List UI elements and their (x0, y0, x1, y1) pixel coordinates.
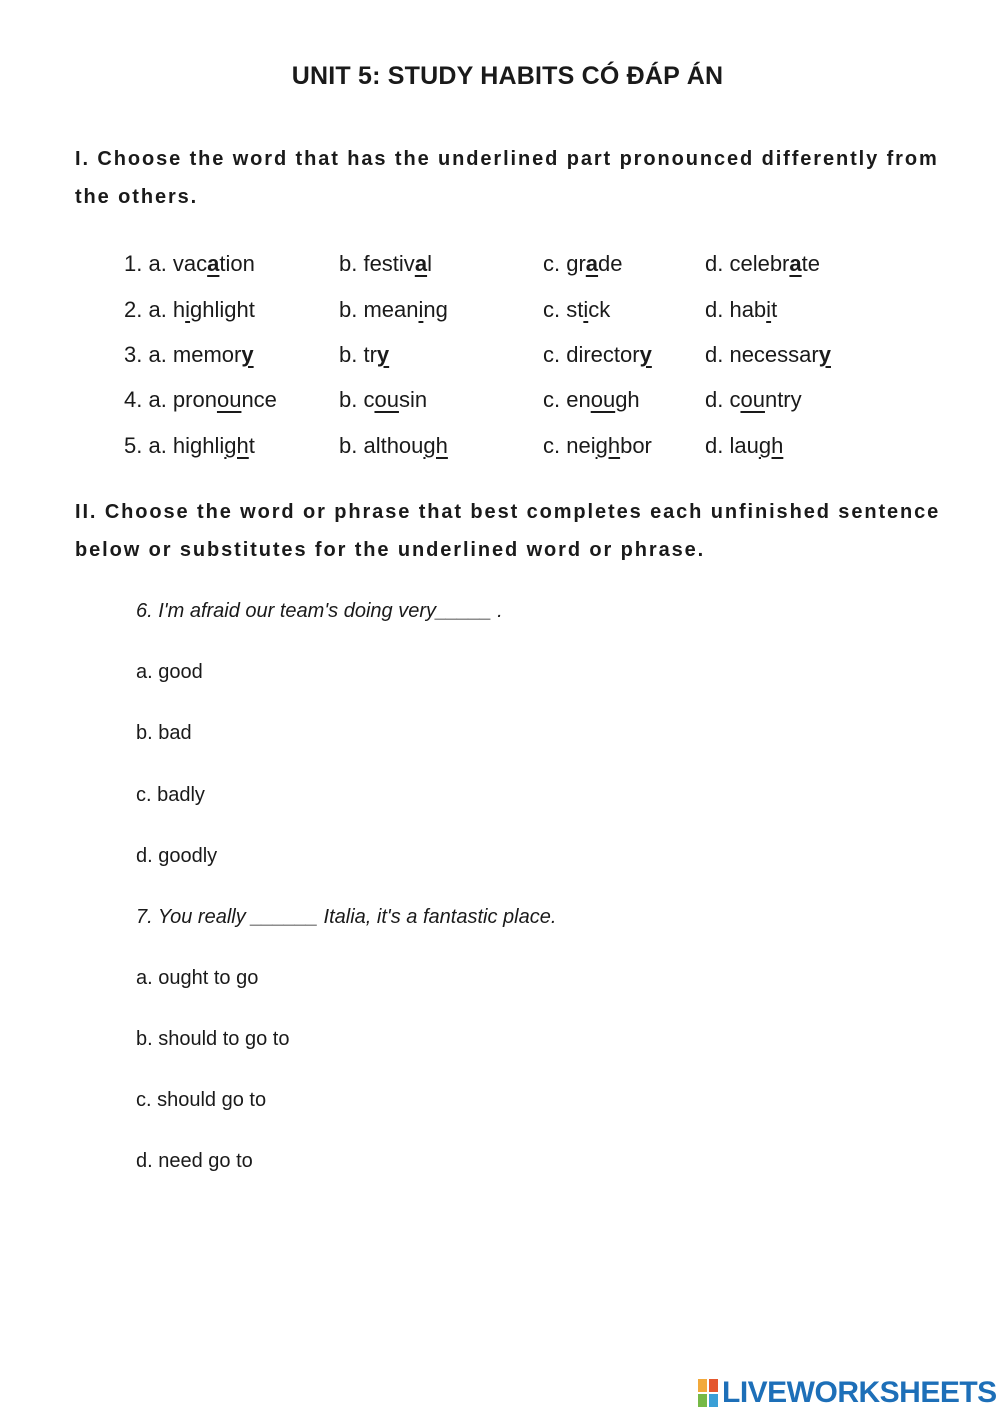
answer-option-c: c. should go to (136, 1089, 267, 1111)
option-d: d. habit (705, 297, 778, 322)
option-b: b. try (339, 342, 390, 367)
option-a: 1. a. vacation (124, 251, 255, 276)
option-c: c. neighbor (543, 433, 652, 458)
pronunciation-row (0, 430, 1000, 462)
pronunciation-row (0, 248, 1000, 280)
option-c: c. stick (543, 297, 611, 322)
option-d: d. necessary (705, 342, 831, 367)
option-c: c. directory (543, 342, 652, 367)
option-b: b. festival (339, 251, 432, 276)
answer-option-b: b. should to go to (136, 1028, 290, 1050)
option-d: d. country (705, 387, 802, 412)
option-c: c. grade (543, 251, 623, 276)
option-a: 5. a. highlight (124, 433, 255, 458)
option-a: 3. a. memory (124, 342, 254, 367)
section-1-heading: I. Choose the word that has the underlined part pronounced differently from the others. (75, 148, 939, 208)
answer-option-c: c. badly (136, 784, 205, 806)
page-title: UNIT 5: STUDY HABITS CÓ ĐÁP ÁN (291, 62, 724, 90)
option-a: 2. a. highlight (124, 297, 255, 322)
pronunciation-row (0, 294, 1000, 326)
answer-option-d: d. goodly (136, 845, 218, 867)
pronunciation-row (0, 339, 1000, 371)
answer-option-d: d. need go to (136, 1150, 253, 1172)
option-b: b. cousin (339, 387, 428, 412)
liveworksheets-logo (698, 1375, 997, 1411)
logo-text: LIVEWORKSHEETS (722, 1376, 997, 1409)
answer-option-b: b. bad (136, 722, 192, 744)
option-d: d. celebrate (705, 251, 820, 276)
answer-option-a: a. good (136, 661, 203, 683)
section-2-heading: II. Choose the word or phrase that best completes each unfinished sentence below or substitutes for the underlined word or phrase. (75, 501, 941, 561)
option-c: c. enough (543, 387, 640, 412)
pronunciation-row (0, 384, 1000, 416)
question-6: 6. I'm afraid our team's doing very_____ . (136, 600, 503, 622)
logo-mark-icon (698, 1379, 718, 1407)
option-a: 4. a. pronounce (124, 387, 277, 412)
option-b: b. meaning (339, 297, 448, 322)
option-b: b. although (339, 433, 448, 458)
option-d: d. laugh (705, 433, 784, 458)
question-7: 7. You really ______ Italia, it's a fantastic place. (136, 906, 557, 928)
answer-option-a: a. ought to go (136, 967, 259, 989)
